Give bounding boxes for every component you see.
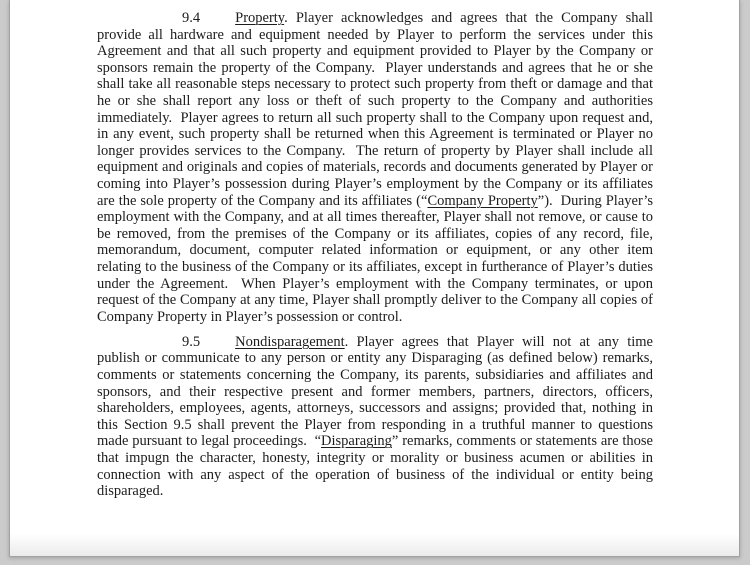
paragraph-9-5-nondisparagement: [97, 334, 653, 500]
underlined-term: Disparaging: [321, 433, 392, 450]
document-body: [10, 0, 739, 500]
paragraph-9-4-property: [97, 10, 653, 325]
text-run: ”). During Player’s employment with the Company, and at all times thereafter, Player shall not remove, or cause to be removed, from the premises of the Company or its affiliates, copies of any record, file, memorandum, document, computer related information or equipment, or any other item relating to the business of the Company or its affiliates, except in furtherance of Player’s duties under the Agreement. When Player’s employment with the Company terminates, or upon request of the Company at any time, Player shall promptly deliver to the Company all copies of Company Property in Player’s possession or control.: [97, 192, 653, 325]
text-run: ” remarks, comments or statements are those that impugn the character, honesty, integrity or morality or business acumen or abilities in connection with any aspect of the operation of business of the individual or entity being disparaged.: [97, 433, 653, 500]
underlined-term: Property: [235, 10, 285, 26]
underlined-term: Company Property: [427, 192, 538, 209]
text-run: 9.5: [182, 333, 201, 350]
underlined-term: Nondisparagement: [235, 333, 345, 350]
text-run: . Player acknowledges and agrees that the Company shall provide all hardware and equipment needed by Player to perform the services under this Agreement and that all such property and equipment provided to Player by the Company or sponsors remain the property of the Company. Player understands and agrees that he or she shall take all reasonable steps necessary to protect such property from theft or damage and that he or she shall report any loss or theft of such property to the Company and authorities immediately. Player agrees to return all such property shall to the Company upon request and, in any event, such property shall be returned when this Agreement is terminated or Player no longer provides services to the Company. The return of property by Player shall include all equipment and originals and copies of materials, records and documents generated by Player or coming into Player’s possession during Player’s employment by the Company or its affiliates are the sole property of the Company and its affiliates (“: [97, 10, 653, 209]
text-run: 9.4: [182, 10, 201, 26]
text-run: . Player agrees that Player will not at any time publish or communicate to any person or entity any Disparaging (as defined below) remarks, comments or statements concerning the Company, its parents, subsidiaries and affiliates and sponsors, and their respective present and former members, partners, directors, officers, shareholders, employees, agents, attorneys, successors and assigns; provided that, nothing in this Section 9.5 shall prevent the Player from responding in a truthful manner to questions made pursuant to legal proceedings. “: [97, 333, 653, 450]
document-page: [9, 0, 740, 557]
